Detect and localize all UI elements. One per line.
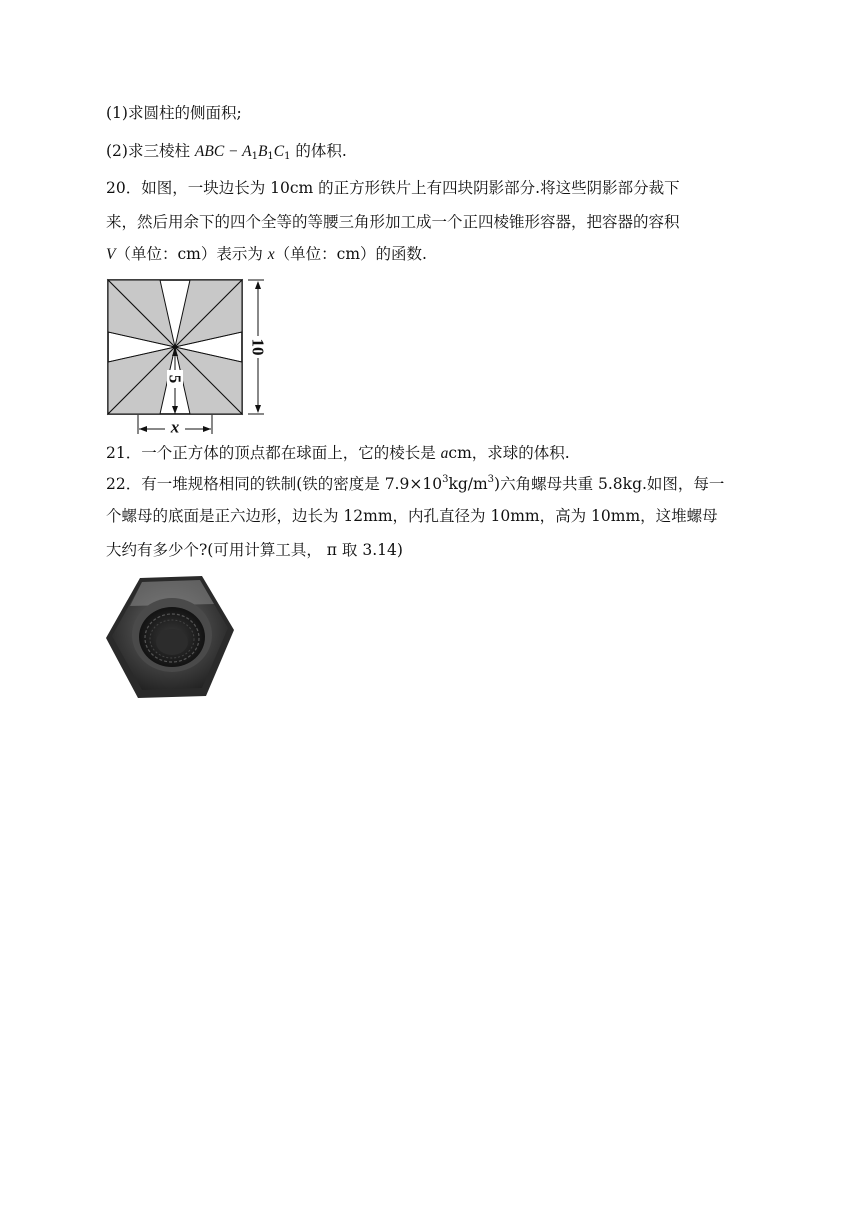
- q20-text-3b: （单位：cm）的函数.: [274, 245, 427, 263]
- question-19-part-2: [106, 141, 347, 167]
- q20-text-3a: （单位：cm）表示为: [115, 245, 268, 263]
- question-19-part-1: [106, 103, 242, 123]
- question-22-line-2: [106, 506, 718, 526]
- density-unit: kg/m: [448, 475, 488, 493]
- question-20-line-3: [106, 244, 427, 265]
- q20-text-1: 20．如图，一块边长为 10cm 的正方形铁片上有四块阴影部分.将这些阴影部分裁下: [106, 179, 680, 197]
- q22-text-1a: 22．有一堆规格相同的铁制(铁的密度是 7.9×10: [106, 475, 443, 493]
- dim-x-arrow-left: [139, 426, 147, 432]
- square-iron-sheet-figure: [102, 276, 272, 438]
- prism-name-a: ABC − A: [194, 143, 252, 160]
- subscript-1: 1: [267, 151, 274, 162]
- subscript-1: 1: [284, 151, 291, 162]
- variable-x: x: [267, 246, 275, 263]
- hex-nut-photo: [102, 572, 242, 704]
- prism-name-c: C: [273, 143, 285, 160]
- q22-text-1b: )六角螺母共重 5.8kg.如图，每一: [494, 475, 725, 493]
- q21-text-post: cm，求球的体积.: [448, 444, 570, 462]
- q20-text-2: 来，然后用余下的四个全等的等腰三角形加工成一个正四棱锥形容器，把容器的容积: [106, 213, 680, 231]
- q19-part2-prefix: (2)求三棱柱: [106, 142, 195, 160]
- dim-x-arrow-right: [203, 426, 211, 432]
- q19-part1-text: (1)求圆柱的侧面积;: [106, 104, 242, 122]
- q22-text-2: 个螺母的底面是正六边形，边长为 12mm，内孔直径为 10mm，高为 10mm，这堆螺母: [106, 507, 718, 525]
- q21-text-pre: 21．一个正方体的顶点都在球面上，它的棱长是: [106, 444, 441, 462]
- dim-10-label: 10: [248, 338, 268, 356]
- q22-text-3: 大约有多少个?(可用计算工具， π 取 3.14): [106, 541, 403, 559]
- dim-x-label: x: [170, 417, 180, 437]
- nut-hole-center: [156, 629, 188, 655]
- question-21: [106, 443, 570, 464]
- subscript-1: 1: [251, 151, 258, 162]
- q19-part2-suffix: 的体积.: [290, 142, 347, 160]
- question-22-line-3: [106, 540, 403, 560]
- variable-a: a: [440, 445, 449, 462]
- superscript-3: 3: [487, 474, 495, 485]
- question-20-line-1: [106, 178, 680, 198]
- prism-name-b: B: [257, 143, 268, 160]
- question-22-line-1: [106, 470, 724, 494]
- dim-10-arrow-top: [255, 281, 261, 289]
- question-20-line-2: [106, 212, 680, 232]
- variable-v: V: [106, 246, 116, 263]
- dim-10-arrow-bottom: [255, 405, 261, 413]
- dim-5-label: 5: [165, 374, 185, 384]
- superscript-3: 3: [442, 474, 449, 485]
